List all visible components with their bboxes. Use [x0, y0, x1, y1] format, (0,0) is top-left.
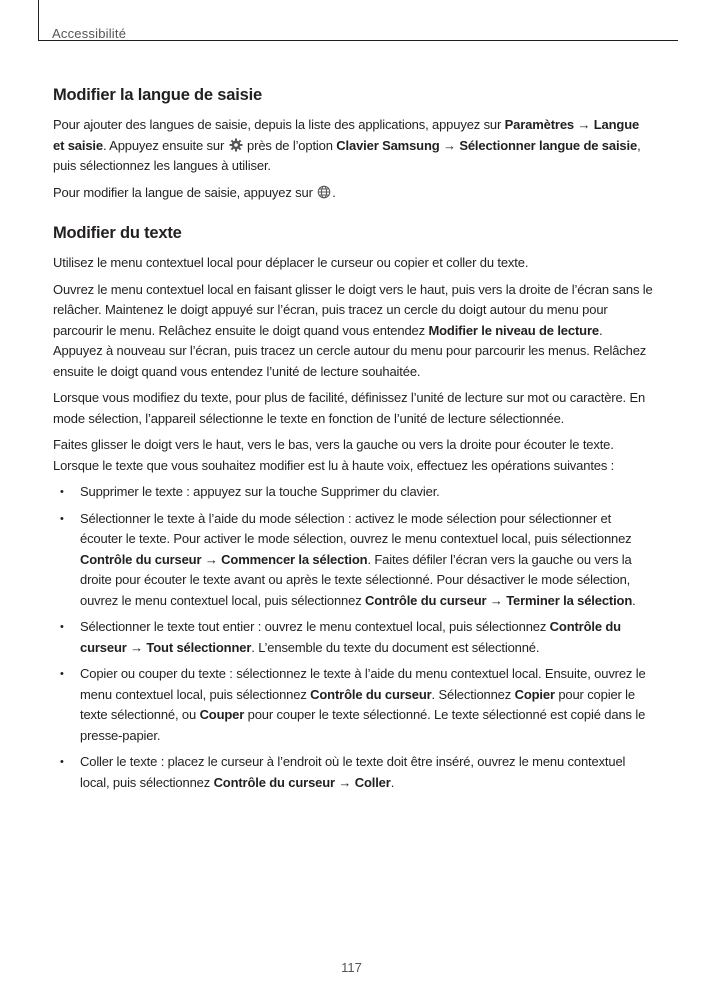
paragraph-swipe-listen: Faites glisser le doigt vers le haut, vers le bas, vers la gauche ou vers la droite pour écouter le texte. Lorsque le texte que vous souhaitez modifier est lu à haute voix, effectuez les opérations suivantes :	[53, 437, 615, 473]
menu-path-select-input-language: Sélectionner langue de saisie	[459, 137, 638, 153]
bullet-icon: •	[60, 668, 64, 680]
list-item: • Supprimer le texte : appuyez sur la touche Supprimer du clavier.	[53, 482, 653, 503]
paragraph-change-language: Pour modifier la langue de saisie, appuyez sur .	[53, 184, 336, 200]
list-item: • Sélectionner le texte tout entier : ouvrez le menu contextuel local, puis sélectionnez Contrôle du curseur → Tout sélectionner. L’ensemble du texte du document est sélectionné.	[60, 619, 621, 655]
list-item: • Coller le texte : placez le curseur à l’endroit où le texte doit être inséré, ouvrez le menu contextuel local, puis sélectionnez Contrôle du curseur → Coller.	[60, 754, 626, 790]
paragraph-open-context-menu: Ouvrez le menu contextuel local en faisant glisser le doigt vers le haut, puis vers la droite de l’écran sans le relâcher. Maintenez le doigt appuyé sur l’écran, puis tracez un cercle du doigt autour du menu pour parcourir le menu. Relâchez ensuite le doigt quand vous entendez Modifier le niveau de lecture. Appuyez à nouveau sur l’écran, puis tracez un cercle autour du menu pour parcourir les menus. Relâchez ensuite le doigt quand vous entendez l’unité de lecture souhaitée.	[53, 281, 653, 379]
menu-item-reading-level: Modifier le niveau de lecture	[428, 322, 599, 338]
gear-icon	[229, 138, 243, 152]
menu-path-samsung-keyboard: Clavier Samsung	[336, 137, 440, 153]
header-rule-horizontal	[38, 40, 678, 41]
page-number: 117	[341, 960, 362, 975]
section-title-input-language: Modifier la langue de saisie	[53, 86, 262, 104]
menu-path-settings: Paramètres	[504, 117, 574, 132]
bullet-icon: •	[60, 486, 64, 498]
menu-path-language-input: Langue et saisie	[53, 117, 640, 153]
bullet-icon: •	[60, 621, 64, 633]
list-item: • Sélectionner le texte à l’aide du mode sélection : activez le mode sélection pour sélectionner et écouter le texte. Pour activer le mode sélection, ouvrez le menu contextuel local, puis sélectionnez Contrôle du curseur → Commencer la sélection. Faites défiler l’écran vers la gauche ou vers la droite pour écouter le texte avant ou après le texte sélectionné. Pour désactiver le mode sélection, ouvrez le menu contextuel local, puis sélectionnez Contrôle du curseur → Terminer la sélection.	[60, 510, 636, 608]
globe-icon	[317, 185, 331, 199]
section-title-edit-text: Modifier du texte	[53, 224, 182, 242]
bullet-icon: •	[60, 756, 64, 768]
operations-list	[53, 482, 653, 793]
paragraph-add-languages: Pour ajouter des langues de saisie, depuis la liste des applications, appuyez sur Paramètres → Langue et saisie. Appuyez ensuite sur près de l’option Clavier Samsung → Sélectionner langue de saisie, puis sélectionnez les langues à utiliser.	[53, 117, 641, 173]
running-header: Accessibilité	[52, 26, 127, 41]
bullet-icon: •	[60, 512, 64, 525]
paragraph-reading-unit: Lorsque vous modifiez du texte, pour plus de facilité, définissez l’unité de lecture sur mot ou caractère. En mode sélection, l’appareil sélectionne le texte en fonction de l’unité de lecture sélectionnée.	[53, 390, 646, 426]
paragraph-context-menu: Utilisez le menu contextuel local pour déplacer le curseur ou copier et coller du texte.	[53, 255, 529, 270]
list-item: • Copier ou couper du texte : sélectionnez le texte à l’aide du menu contextuel local. Ensuite, ouvrez le menu contextuel local, puis sélectionnez Contrôle du curseur. Sélectionnez Copier pour copier le texte sélectionné, ou Couper pour couper le texte sélectionné. Le texte sélectionné est copié dans le presse-papier.	[60, 666, 646, 743]
header-rule-vertical	[38, 0, 39, 40]
page-content	[53, 84, 653, 799]
